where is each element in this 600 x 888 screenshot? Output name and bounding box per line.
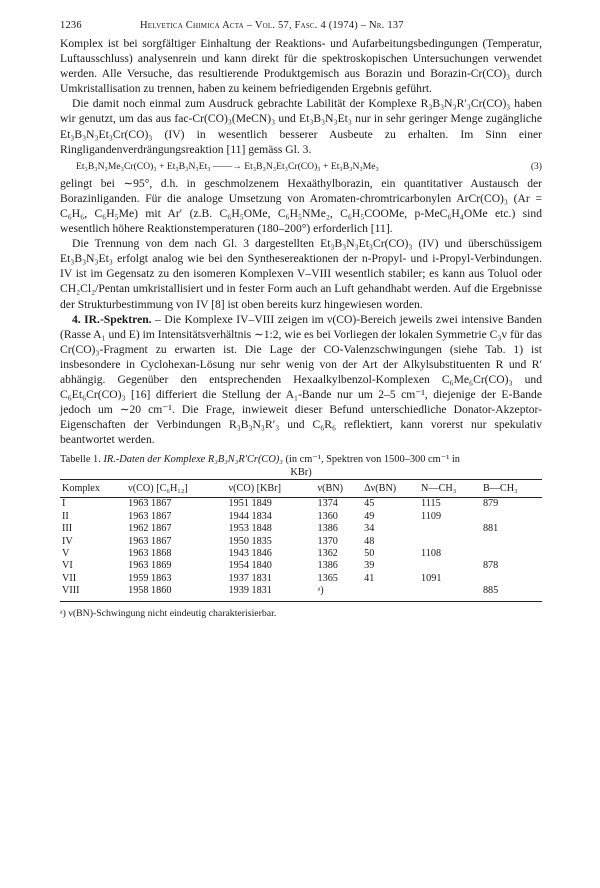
paragraph-2: Die damit noch einmal zum Ausdruck gebrachte Labilität der Komplexe R₃B₃N₃R′₃Cr(CO)₃ haben wir genutzt, um das aus fac-Cr(CO)₃(MeCN)₃ und Et₃B₃N₃Et₃ nur in sehr geringer Menge zugängliche Et₃B₃N₃Et₃Cr(CO)₃ (IV) in wesentlich besserer Ausbeute zu erhalten. Im Sinn einer Ringligandenverdrängungsreaktion [11] gemäss Gl. 3. <box>60 97 542 156</box>
table-cell: 1360 <box>317 510 338 522</box>
table-row <box>60 585 542 597</box>
table-cell: 1958 1860 <box>128 585 172 597</box>
table-cell: ᵃ) <box>317 585 324 597</box>
table-row <box>60 498 542 510</box>
table-cell: 1370 <box>317 535 338 547</box>
table-cell: 1937 1831 <box>228 572 272 584</box>
table-cell: III <box>62 523 73 535</box>
col-header: ν(CO) [C₆H₁₂] <box>128 483 188 495</box>
table-cell <box>481 511 542 523</box>
table-cell: V <box>62 548 70 560</box>
col-header: Δν(BN) <box>364 483 397 495</box>
table-cell: II <box>62 510 69 522</box>
caption-line2: KBr) <box>290 467 312 479</box>
table-body <box>60 497 542 597</box>
table-cell: 39 <box>364 560 375 572</box>
table-cell: 49 <box>364 510 375 522</box>
table-cell <box>362 585 419 597</box>
table-cell: VI <box>62 560 73 572</box>
journal-running-title: Helvetica Chimica Acta – Vol. 57, Fasc. 4 (1974) – Nr. 137 <box>140 20 404 31</box>
table-cell <box>481 536 542 548</box>
col-header: N—CH₃ <box>421 483 457 495</box>
paragraph-1: Komplex ist bei sorgfältiger Einhaltung der Reaktions- und Aufarbeitungsbedingungen (Temperatur, Luftausschluss) analysenrein und kann direkt für die spektroskopischen Untersuchungen verwendet werden. Alle Versuche, das resultierende Produktgemisch aus Borazin und Borazin-Cr(CO)₃ durch Umkristallisation zu trennen, haben zu keinem befriedigenden Ergebnis geführt. <box>60 37 542 96</box>
table-cell: 878 <box>482 560 499 572</box>
table-cell: 1963 1867 <box>128 510 172 522</box>
table-cell: 1963 1867 <box>128 498 172 510</box>
table-cell: 34 <box>364 523 375 535</box>
table-cell: 879 <box>482 498 499 510</box>
table-cell: I <box>62 498 66 510</box>
table-header-row <box>60 480 542 497</box>
table-cell: VII <box>62 572 77 584</box>
table-cell: 1362 <box>317 548 338 560</box>
table-cell: 1943 1846 <box>228 548 272 560</box>
table-cell: 881 <box>482 523 499 535</box>
table-cell: 1386 <box>317 560 338 572</box>
section-ir-spectra <box>60 312 542 448</box>
ir-data-table <box>60 480 542 597</box>
table-cell <box>481 573 542 585</box>
table-cell: 50 <box>364 548 375 560</box>
table-row <box>60 573 542 585</box>
table-row <box>60 548 542 560</box>
table-cell <box>419 523 481 535</box>
table-cell: VIII <box>62 585 80 597</box>
equation-number: (3) <box>530 160 542 172</box>
table-footnote: ᵃ) ν(BN)-Schwingung nicht eindeutig charakterisierbar. <box>60 607 277 619</box>
table-cell: 41 <box>364 572 375 584</box>
table-cell: 48 <box>364 535 375 547</box>
page-number: 1236 <box>60 20 82 31</box>
table-cell: 1115 <box>421 498 441 510</box>
section-heading: 4. IR.-Spektren. <box>72 312 152 326</box>
table-cell <box>419 536 481 548</box>
table-cell: 1962 1867 <box>128 523 172 535</box>
equation-text: Et₃B₃N₃Me₃Cr(CO)₃ + Et₃B₃N₃Et₃ ——→ Et₃B₃N₃Et₃Cr(CO)₃ + Et₃B₃N₃Me₃ <box>76 160 379 172</box>
caption-rest: (in cm⁻¹, Spektren von 1500–300 cm⁻¹ in <box>282 454 460 466</box>
table-row <box>60 560 542 572</box>
paragraph-3: gelingt bei ∼95°, d.h. in geschmolzenem Hexaäthylborazin, ein quantitativer Austausch der Borazinliganden. Für die analoge Umsetzung von Aromaten-chromtricarbonylen ArCr(CO)₃ (Ar = C₆H₆, C₆H₅Me) mit Ar′ (z.B. C₆H₅OMe, C₆H₅NMe₂, C₆H₅COOMe, p-MeC₆H₄OMe etc.) sind wesentlich höhere Reaktionstemperaturen (180–200°) erforderlich [11]. <box>60 176 542 236</box>
section-text: – Die Komplexe IV–VIII zeigen im ν(CO)-Bereich jeweils zwei intensive Banden (Rasse A₁ und E) im Intensitätsverhältnis ∼1:2, wie es bei Vorliegen der lokalen Symmetrie C₃v für das Cr(CO)₃-Fragment zu erwarten ist. Die Lage der CO-Valenzschwingungen (siehe Tab. 1) ist insbesondere in Cyclohexan-Lösung nur sehr wenig von der Art der Alkylsubstituenten R und R′ abhängig. Gegenüber den entsprechenden Hexaalkylbenzol-Komplexen C₆Me₆Cr(CO)₃ und C₆Et₆Cr(CO)₃ [16] differiert die Stellung der A₁-Bande nur um 2–5 cm⁻¹, diejenige der E-Bande jedoch um ∼20 cm⁻¹. Die Frage, inwieweit dieser Befund unterschiedliche Donator-Akzeptor-Eigenschaften der Verbindungen R₃B₃N₃R′₃ und C₆R₆ reflektiert, kann vorerst nur spekulativ beantwortet werden. <box>60 312 542 447</box>
table-cell: 1959 1863 <box>128 572 172 584</box>
table-cell: 1374 <box>317 498 338 510</box>
table-cell: 1109 <box>421 510 442 522</box>
table-cell: 1954 1840 <box>228 560 272 572</box>
table-cell: 1963 1867 <box>128 535 172 547</box>
table-cell: 1365 <box>317 572 338 584</box>
table-cell: 1951 1849 <box>228 498 272 510</box>
equation-3 <box>60 161 542 172</box>
table-row <box>60 536 542 548</box>
table-cell: 1944 1834 <box>228 510 272 522</box>
table-row <box>60 511 542 523</box>
table-caption <box>60 453 542 479</box>
table-bottom-rule <box>60 601 542 602</box>
table-cell: 1091 <box>421 572 442 584</box>
table-cell: 1963 1868 <box>128 548 172 560</box>
table-cell: 885 <box>482 585 499 597</box>
caption-title: IR.-Daten der Komplexe R₃B₃N₃R′Cr(CO)₃ <box>103 454 283 466</box>
table-cell: 1386 <box>317 523 338 535</box>
table-cell: 1939 1831 <box>228 585 272 597</box>
table-cell <box>481 548 542 560</box>
table-cell: 1953 1848 <box>228 523 272 535</box>
col-header: ν(CO) [KBr] <box>228 483 281 495</box>
table-row <box>60 523 542 535</box>
paragraph-4: Die Trennung von dem nach Gl. 3 dargestellten Et₃B₃N₃Et₃Cr(CO)₃ (IV) und überschüssigem Et₃B₃N₃Et₃ erfolgt analog wie bei den Synthesereaktionen der n-Propyl- und i-Propyl-Verbindungen. IV ist im Gegensatz zu den isomeren Komplexen V–VIII wesentlich stabiler; es kann aus Toluol oder CH₂Cl₂/Pentan umkristallisiert und in fester Form auch an Luft gehandhabt werden. Auf die Ergebnisse der Strukturbestimmung von IV [8] ist oben bereits kurz hingewiesen worden. <box>60 237 542 311</box>
col-header: ν(BN) <box>317 483 344 495</box>
running-header <box>60 20 542 36</box>
table-cell: 45 <box>364 498 375 510</box>
table-cell: 1950 1835 <box>228 535 272 547</box>
caption-label: Tabelle 1. <box>60 454 101 466</box>
col-header: Komplex <box>62 483 100 495</box>
table-cell <box>419 560 481 572</box>
table-cell <box>419 585 481 597</box>
page <box>60 20 542 619</box>
table-cell: 1963 1869 <box>128 560 172 572</box>
table-cell: IV <box>62 535 73 547</box>
col-header: B—CH₃ <box>482 483 518 495</box>
table-cell: 1108 <box>421 548 442 560</box>
